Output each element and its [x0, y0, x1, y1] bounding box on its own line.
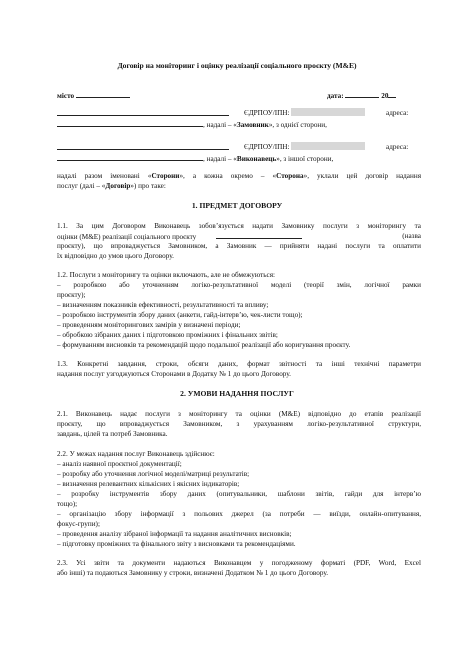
preamble-line-2 [57, 181, 421, 191]
clause-2-2-item: – організацію збору інформації з польових джерел (за потреби — виїзди, онлайн-опитування, [57, 510, 421, 518]
customer-line-2 [57, 119, 327, 130]
date-row [327, 90, 396, 101]
customer-address-field[interactable] [57, 119, 203, 127]
contractor-tax-row [244, 142, 365, 152]
clause-1-2-item: проєкту); [57, 291, 86, 299]
clause-2-1-line-2: проєкту, що впроваджується Замовником, з урахуванням логіко-результативної структури, [57, 420, 421, 428]
preamble-text-5: ») про таке: [130, 182, 166, 190]
project-name-field[interactable] [216, 231, 302, 239]
clause-1-2-item: – визначенням показників ефективності, результативності та впливу; [57, 301, 269, 309]
date-day-month-field[interactable] [345, 90, 379, 98]
clause-2-2-item: – визначення релевантних кількісних і якісних індикаторів; [57, 480, 240, 488]
customer-address-row [386, 108, 408, 118]
customer-role: Замовник [236, 121, 269, 129]
city-row [57, 90, 130, 101]
preamble-text-4: послуг (далі – « [57, 182, 106, 190]
clause-1-2-item: – розробкою або уточненням логіко-результативної моделі (теорії змін, логічної рамки [57, 281, 421, 289]
customer-tax-field[interactable] [291, 108, 365, 116]
preamble-text-1: надалі разом іменовані « [57, 172, 152, 180]
contractor-tail-post: », з іншої сторони, [276, 155, 334, 163]
contractor-address-label: адреса: [386, 143, 409, 151]
customer-name-field[interactable] [57, 108, 229, 116]
clause-1-1-text-b: (назва [402, 232, 421, 240]
contractor-tail-pre: , надалі – « [203, 155, 237, 163]
clause-1-2-item: – обробкою зібраних даних і підготовкою проміжних і фінальних звітів; [57, 331, 278, 339]
clause-1-3-line-1: 1.3. Конкретні завдання, строки, обсяги даних, формат звітності та інші технічні параметри [57, 360, 421, 368]
clause-2-1-line-1: 2.1. Виконавець надає послуги з моніторингу та оцінки (M&E) відповідно до етапів реалізації [57, 410, 421, 418]
contractor-address-field[interactable] [57, 153, 203, 161]
contractor-role: Виконавець [236, 155, 277, 163]
contractor-name-field[interactable] [57, 142, 229, 150]
clause-1-2-item: – проведенням моніторингових замірів у визначені періоди; [57, 321, 241, 329]
clause-2-2-item: тощо); [57, 500, 78, 508]
city-field[interactable] [76, 90, 130, 98]
contractor-address-row [386, 142, 408, 152]
clause-2-1-line-3: завдань, цілей та потреб Замовника. [57, 430, 168, 438]
date-label: дата: [327, 92, 344, 100]
section-1-heading: 1. ПРЕДМЕТ ДОГОВОРУ [191, 201, 283, 210]
clause-2-2-item: – розробку або уточнення логічної моделі/матриці результатів; [57, 470, 250, 478]
date-year: 20 [381, 92, 389, 100]
contractor-tax-field[interactable] [291, 142, 365, 150]
contractor-line-2 [57, 153, 333, 164]
contractor-line-1 [57, 142, 229, 153]
clause-1-1-text-a: оцінки (M&E) реалізації соціального проєкту [57, 233, 197, 241]
customer-tail-pre: , надалі – « [203, 121, 237, 129]
clause-2-2-item: – підготовку проміжних та фінального звіту з висновками та рекомендаціями. [57, 540, 296, 548]
date-year-field[interactable] [388, 90, 396, 98]
clause-1-1-line-1: 1.1. За цим Договором Виконавець зобов’язується надати Замовнику послуги з моніторингу та [57, 222, 421, 230]
clause-2-2-item: – розробку інструментів збору даних (опитувальники, шаблони звітів, гайди для інтерв’ю [57, 490, 421, 498]
clause-1-2-intro: 1.2. Послуги з моніторингу та оцінки включають, але не обмежуються: [57, 271, 276, 279]
contractor-tax-label: ЄДРПОУ/ІПН: [244, 143, 290, 151]
clause-1-1-line-3: проєкту), що впроваджується Замовником, а Замовник — прийняти надані послуги та оплатити [57, 242, 421, 250]
clause-2-2-item: – проведення аналізу зібраної інформації та надання аналітичних висновків; [57, 530, 292, 538]
customer-tax-label: ЄДРПОУ/ІПН: [244, 109, 290, 117]
preamble-party: Сторона [276, 172, 304, 180]
clause-1-2-item: – розробкою інструментів збору даних (анкети, гайд-інтерв’ю, чек-листи тощо); [57, 311, 303, 319]
clause-2-2-intro: 2.2. У межах надання послуг Виконавець здійснює: [57, 450, 215, 458]
clause-2-3-line-1: 2.3. Усі звіти та документи надаються Виконавцем у погодженому форматі (PDF, Word, Excel [57, 559, 421, 567]
customer-address-label: адреса: [386, 109, 409, 117]
clause-1-3-line-2: надання послуг узгоджуються Сторонами в Додатку № 1 до цього Договору. [57, 370, 291, 378]
clause-2-2-item: – аналіз наявної проєктної документації; [57, 460, 182, 468]
city-label: місто [57, 92, 75, 100]
preamble-contract: Договір [105, 182, 131, 190]
section-2-heading: 2. УМОВИ НАДАННЯ ПОСЛУГ [180, 389, 294, 398]
clause-2-3-line-2: або інші) та подаються Замовнику у строки, визначені Додатком № 1 до цього Договору. [57, 569, 329, 577]
clause-1-2-item: – формуванням висновків та рекомендацій щодо подальшої реалізації або коригування проєкту. [57, 341, 351, 349]
document-title: Договір на моніторинг і оцінку реалізації соціального проєкту (M&E) [117, 61, 357, 70]
preamble-text-2: », а кожна окремо – « [179, 172, 277, 180]
customer-tax-row [244, 108, 365, 118]
preamble-line-1 [57, 171, 421, 181]
preamble-parties: Сторони [151, 172, 180, 180]
customer-line-1 [57, 108, 229, 119]
customer-tail-post: », з однієї сторони, [268, 121, 327, 129]
preamble-text-3: », уклали цей договір надання [303, 172, 421, 180]
clause-2-2-item: фокус-групи); [57, 520, 100, 528]
clause-1-1-line-4: їх відповідно до умов цього Договору. [57, 252, 174, 260]
